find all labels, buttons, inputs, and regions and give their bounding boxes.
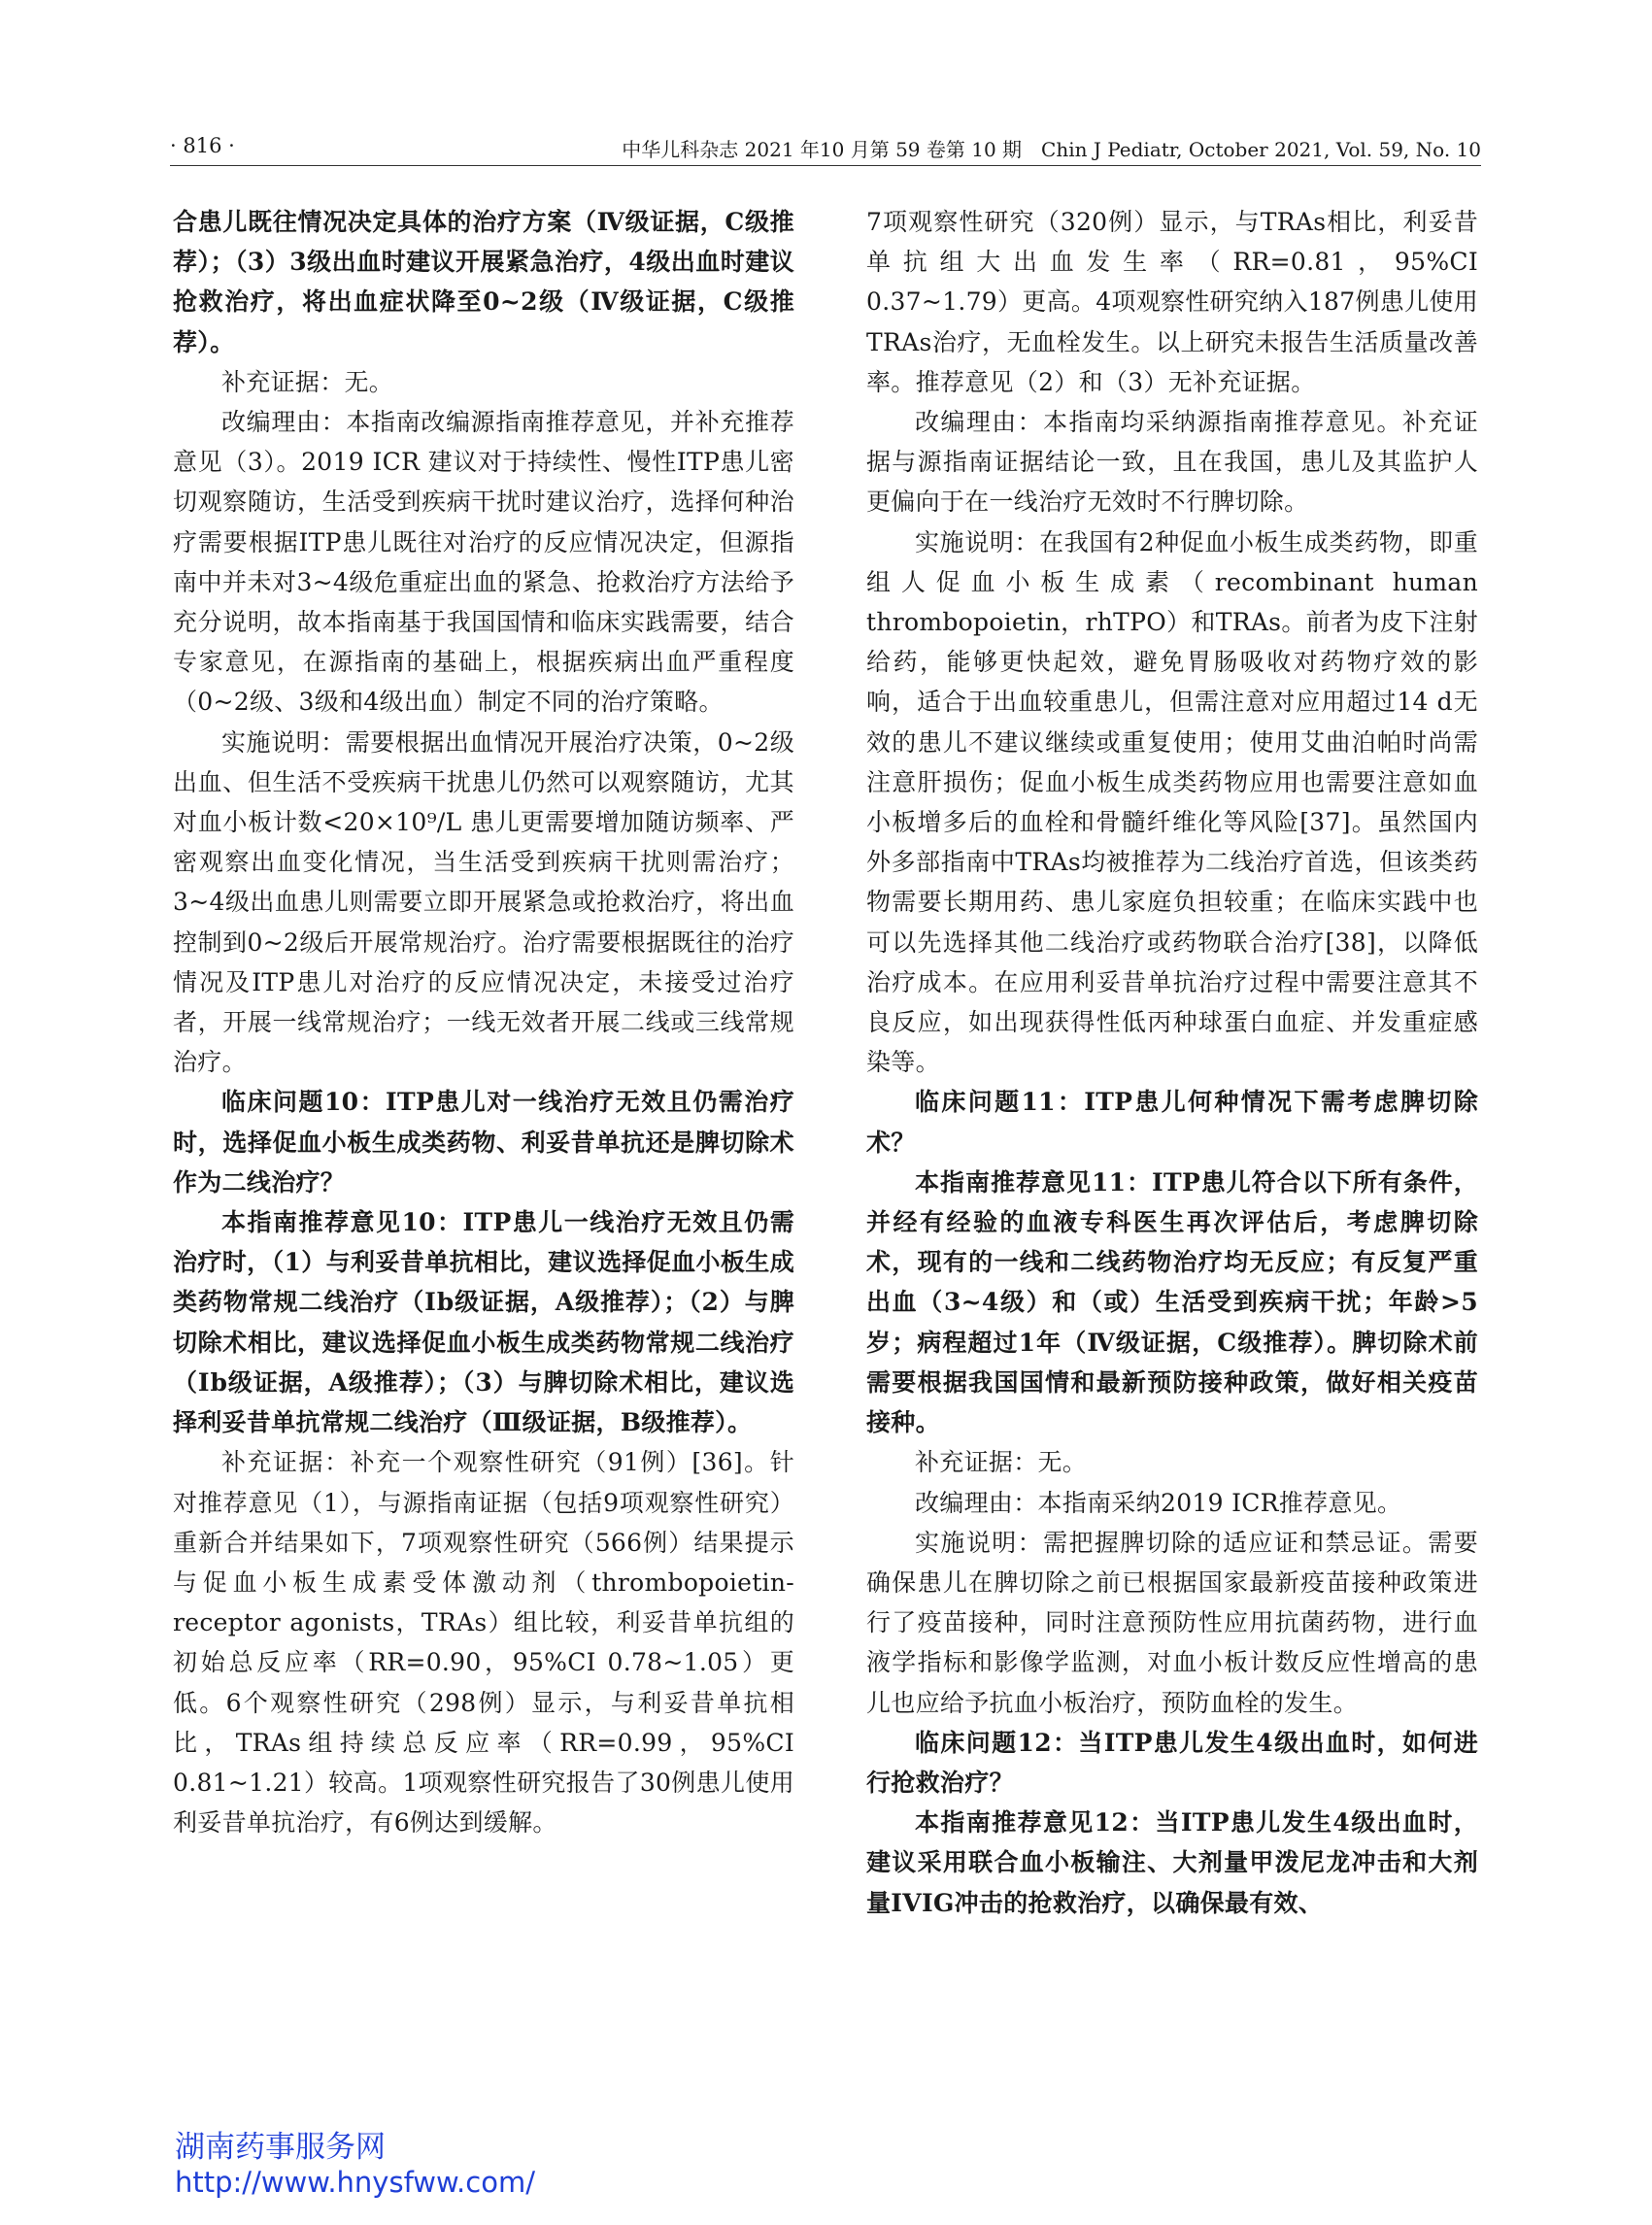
- journal-citation: 中华儿科杂志 2021 年10 月第 59 卷第 10 期 Chin J Pediatr, October 2021, Vol. 59, No. 10: [622, 138, 1481, 161]
- right-column: [866, 202, 1478, 1923]
- paragraph: 7项观察性研究（320例）显示，与TRAs相比，利妥昔单抗组大出血发生率（RR=0.81，95%CI 0.37~1.79）更高。4项观察性研究纳入187例患儿使用TRAs治疗，无血栓发生。以上研究未报告生活质量改善率。推荐意见（2）和（3）无补充证据。: [866, 208, 1478, 396]
- paragraph: 实施说明：需要根据出血情况开展治疗决策，0~2级出血、但生活不受疾病干扰患儿仍然可以观察随访，尤其对血小板计数<20×10⁹/L 患儿更需要增加随访频率、严密观察出血变化情况，当生活受到疾病干扰则需治疗；3~4级出血患儿则需要立即开展紧急或抢救治疗，将出血控制到0~2级后开展常规治疗。治疗需要根据既往的治疗情况及ITP患儿对治疗的反应情况决定，未接受过治疗者，开展一线常规治疗；一线无效者开展二线或三线常规治疗。: [173, 727, 794, 1077]
- recommendation-11: 本指南推荐意见11：ITP患儿符合以下所有条件，并经有经验的血液专科医生再次评估后，考虑脾切除术，现有的一线和二线药物治疗均无反应；有反复严重出血（3~4级）和（或）生活受到疾病干扰；年龄>5岁；病程超过1年（Ⅳ级证据，C级推荐）。脾切除术前需要根据我国国情和最新预防接种政策，做好相关疫苗接种。: [866, 1167, 1478, 1437]
- paragraph: 改编理由：本指南改编源指南推荐意见，并补充推荐意见（3）。2019 ICR 建议对于持续性、慢性ITP患儿密切观察随访，生活受到疾病干扰时建议治疗，选择何种治疗需要根据ITP患儿既往对治疗的反应情况决定，但源指南中并未对3~4级危重症出血的紧急、抢救治疗方法给予充分说明，故本指南基于我国国情和临床实践需要，结合专家意见，在源指南的基础上，根据疾病出血严重程度（0~2级、3级和4级出血）制定不同的治疗策略。: [173, 408, 794, 717]
- running-header: [170, 134, 1481, 166]
- clinical-question-12: 临床问题12：当ITP患儿发生4级出血时，如何进行抢救治疗？: [866, 1728, 1478, 1797]
- watermark: [175, 2130, 535, 2200]
- page-number: · 816 ·: [170, 134, 235, 157]
- clinical-question-11: 临床问题11：ITP患儿何种情况下需考虑脾切除术？: [866, 1088, 1478, 1157]
- recommendation-12: 本指南推荐意见12：当ITP患儿发生4级出血时，建议采用联合血小板输注、大剂量甲泼尼龙冲击和大剂量IVIG冲击的抢救治疗，以确保最有效、: [866, 1808, 1478, 1917]
- paragraph: 补充证据：无。: [221, 367, 394, 396]
- recommendation-10: 本指南推荐意见10：ITP患儿一线治疗无效且仍需治疗时，（1）与利妥昔单抗相比，建议选择促血小板生成类药物常规二线治疗（Ⅰb级证据，A级推荐）；（2）与脾切除术相比，建议选择促血小板生成类药物常规二线治疗（Ⅰb级证据，A级推荐）；（3）与脾切除术相比，建议选择利妥昔单抗常规二线治疗（Ⅲ级证据，B级推荐）。: [173, 1208, 794, 1437]
- paragraph: 合患儿既往情况决定具体的治疗方案（Ⅳ级证据，C级推荐）；（3）3级出血时建议开展紧急治疗，4级出血时建议抢救治疗，将出血症状降至0~2级（Ⅳ级证据，C级推荐）。: [173, 208, 794, 356]
- watermark-site-name: 湖南药事服务网: [175, 2130, 386, 2165]
- paragraph: 改编理由：本指南采纳2019 ICR推荐意见。: [915, 1488, 1402, 1517]
- paragraph: 实施说明：需把握脾切除的适应证和禁忌证。需要确保患儿在脾切除之前已根据国家最新疫苗接种政策进行了疫苗接种，同时注意预防性应用抗菌药物，进行血液学指标和影像学监测，对血小板计数反应性增高的患儿也应给予抗血小板治疗，预防血栓的发生。: [866, 1528, 1478, 1717]
- watermark-url[interactable]: http://www.hnysfww.com/: [175, 2166, 535, 2199]
- paragraph: 实施说明：在我国有2种促血小板生成类药物，即重组人促血小板生成素（recombinant human thrombopoietin，rhTPO）和TRAs。前者为皮下注射给药，能够更快起效，避免胃肠吸收对药物疗效的影响，适合于出血较重患儿，但需注意对应用超过14 d无效的患儿不建议继续或重复使用；使用艾曲泊帕时尚需注意肝损伤；促血小板生成类药物应用也需要注意如血小板增多后的血栓和骨髓纤维化等风险[37]。虽然国内外多部指南中TRAs均被推荐为二线治疗首选，但该类药物需要长期用药、患儿家庭负担较重；在临床实践中也可以先选择其他二线治疗或药物联合治疗[38]，以降低治疗成本。在应用利妥昔单抗治疗过程中需要注意其不良反应，如出现获得性低丙种球蛋白血症、并发重症感染等。: [866, 527, 1478, 1077]
- paragraph: 补充证据：无。: [915, 1448, 1088, 1477]
- paragraph: 补充证据：补充一个观察性研究（91例）[36]。针对推荐意见（1），与源指南证据（包括9项观察性研究）重新合并结果如下，7项观察性研究（566例）结果提示与促血小板生成素受体激动剂（thrombopoietin-receptor agonists，TRAs）组比较，利妥昔单抗组的初始总反应率（RR=0.90，95%CI 0.78~1.05）更低。6个观察性研究（298例）显示，与利妥昔单抗相比，TRAs组持续总反应率（RR=0.99，95%CI 0.81~1.21）较高。1项观察性研究报告了30例患儿使用利妥昔单抗治疗，有6例达到缓解。: [173, 1448, 794, 1837]
- left-column: [173, 202, 794, 1842]
- clinical-question-10: 临床问题10：ITP患儿对一线治疗无效且仍需治疗时，选择促血小板生成类药物、利妥昔单抗还是脾切除术作为二线治疗？: [173, 1088, 794, 1197]
- paragraph: 改编理由：本指南均采纳源指南推荐意见。补充证据与源指南证据结论一致，且在我国，患儿及其监护人更偏向于在一线治疗无效时不行脾切除。: [866, 408, 1478, 517]
